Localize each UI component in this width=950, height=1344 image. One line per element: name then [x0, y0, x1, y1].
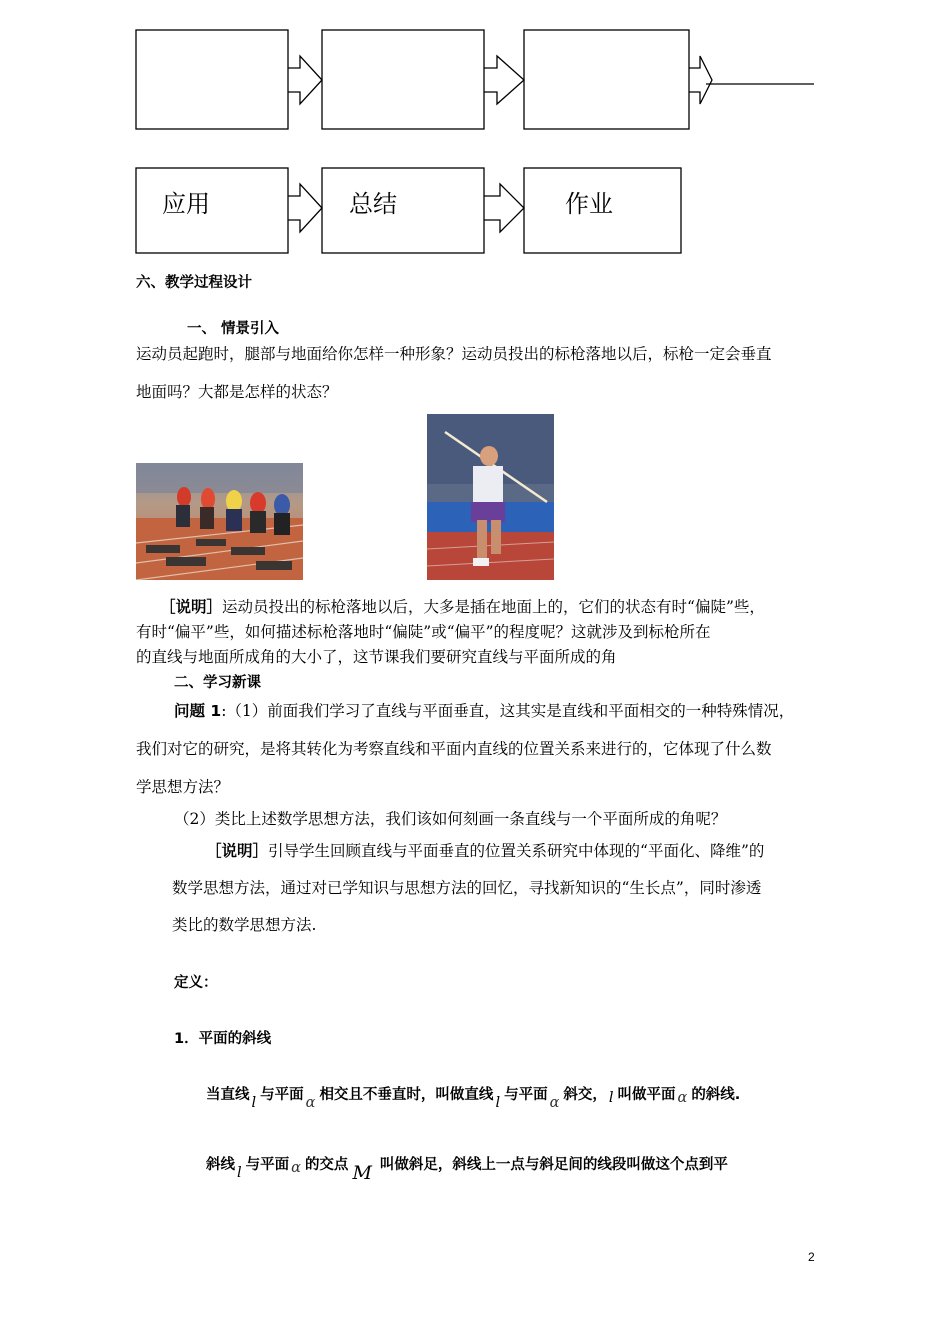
note-tag: ［说明］ [160, 598, 223, 616]
note-text: 运动员投出的标枪落地以后，大多是插在地面上的，它们的状态有时“偏陡”些， [222, 598, 765, 616]
note-tag: ［说明］ [206, 842, 269, 860]
note-paragraph [160, 596, 765, 618]
sprinters-photo [136, 463, 303, 580]
math-l: l [251, 1095, 257, 1111]
note-paragraph: 的直线与地面所成角的大小了，这节课我们要研究直线与平面所成的角 [136, 648, 617, 666]
javelin-photo [427, 414, 554, 580]
page-number: 2 [808, 1250, 815, 1264]
subsection-heading: 一、 情景引入 [187, 321, 280, 337]
definition-sentence-2: 斜线 l 与平面 α 的交点 M 叫做斜足，斜线上一点与斜足间的线段叫做这个点到平 [206, 1157, 728, 1184]
flow-box-3 [524, 30, 689, 129]
definition-sentence-1: 当直线 l 与平面 α 相交且不垂直时，叫做直线 l 与平面 α 斜交， l 叫做平面 α 的斜线. [206, 1087, 741, 1111]
paragraph: 类比的数学思想方法. [172, 916, 317, 934]
subsection-heading: 二、学习新课 [174, 675, 261, 691]
flow-box-summary [322, 168, 484, 253]
flow-box-1 [136, 30, 288, 129]
flow-arrow-5 [484, 184, 524, 232]
question-1 [174, 700, 794, 722]
question-2: （2）类比上述数学思想方法，我们该如何刻画一条直线与一个平面所成的角呢？ [174, 810, 727, 828]
definition-label: 定义： [174, 975, 218, 991]
note-paragraph: 有时“偏平”些，如何描述标枪落地时“偏陡”或“偏平”的程度呢？这就涉及到标枪所在 [136, 623, 711, 641]
math-alpha: α [549, 1095, 560, 1111]
definition-item: 1．平面的斜线 [174, 1031, 272, 1047]
paragraph: 我们对它的研究，是将其转化为考察直线和平面内直线的位置关系来进行的，它体现了什么数 [136, 740, 772, 758]
paragraph: 数学思想方法，通过对已学知识与思想方法的回忆，寻找新知识的“生长点”，同时渗透 [172, 879, 762, 897]
flow-box-apply [136, 168, 288, 253]
flow-chart [0, 0, 950, 260]
flow-arrow-3 [689, 56, 712, 104]
paragraph: 学思想方法？ [136, 778, 230, 796]
flow-arrow-2 [484, 56, 524, 104]
flow-arrow-1 [288, 56, 322, 104]
note-paragraph [206, 840, 764, 862]
math-l: l [608, 1090, 614, 1106]
math-alpha: α [305, 1095, 316, 1111]
flow-label-summary: 总结 [349, 190, 397, 218]
flow-box-2 [322, 30, 484, 129]
flow-label-apply: 应用 [162, 190, 210, 218]
flow-arrow-4 [288, 184, 322, 232]
question-label: 问题 1 [174, 702, 222, 720]
math-alpha: α [677, 1090, 688, 1106]
math-l: l [495, 1095, 501, 1111]
section-heading: 六、教学过程设计 [136, 275, 252, 291]
paragraph: 运动员起跑时，腿部与地面给你怎样一种形象？运动员投出的标枪落地以后，标枪一定会垂直 [136, 345, 772, 363]
flow-label-homework: 作业 [565, 190, 613, 218]
math-l: l [237, 1165, 242, 1181]
note-text: 引导学生回顾直线与平面垂直的位置关系研究中体现的“平面化、降维”的 [268, 842, 765, 860]
math-M: M [352, 1162, 372, 1184]
paragraph: 地面吗？大都是怎样的状态？ [136, 383, 338, 401]
math-alpha: α [291, 1160, 301, 1176]
question-text: :（1）前面我们学习了直线与平面垂直，这其实是直线和平面相交的一种特殊情况， [221, 702, 795, 720]
